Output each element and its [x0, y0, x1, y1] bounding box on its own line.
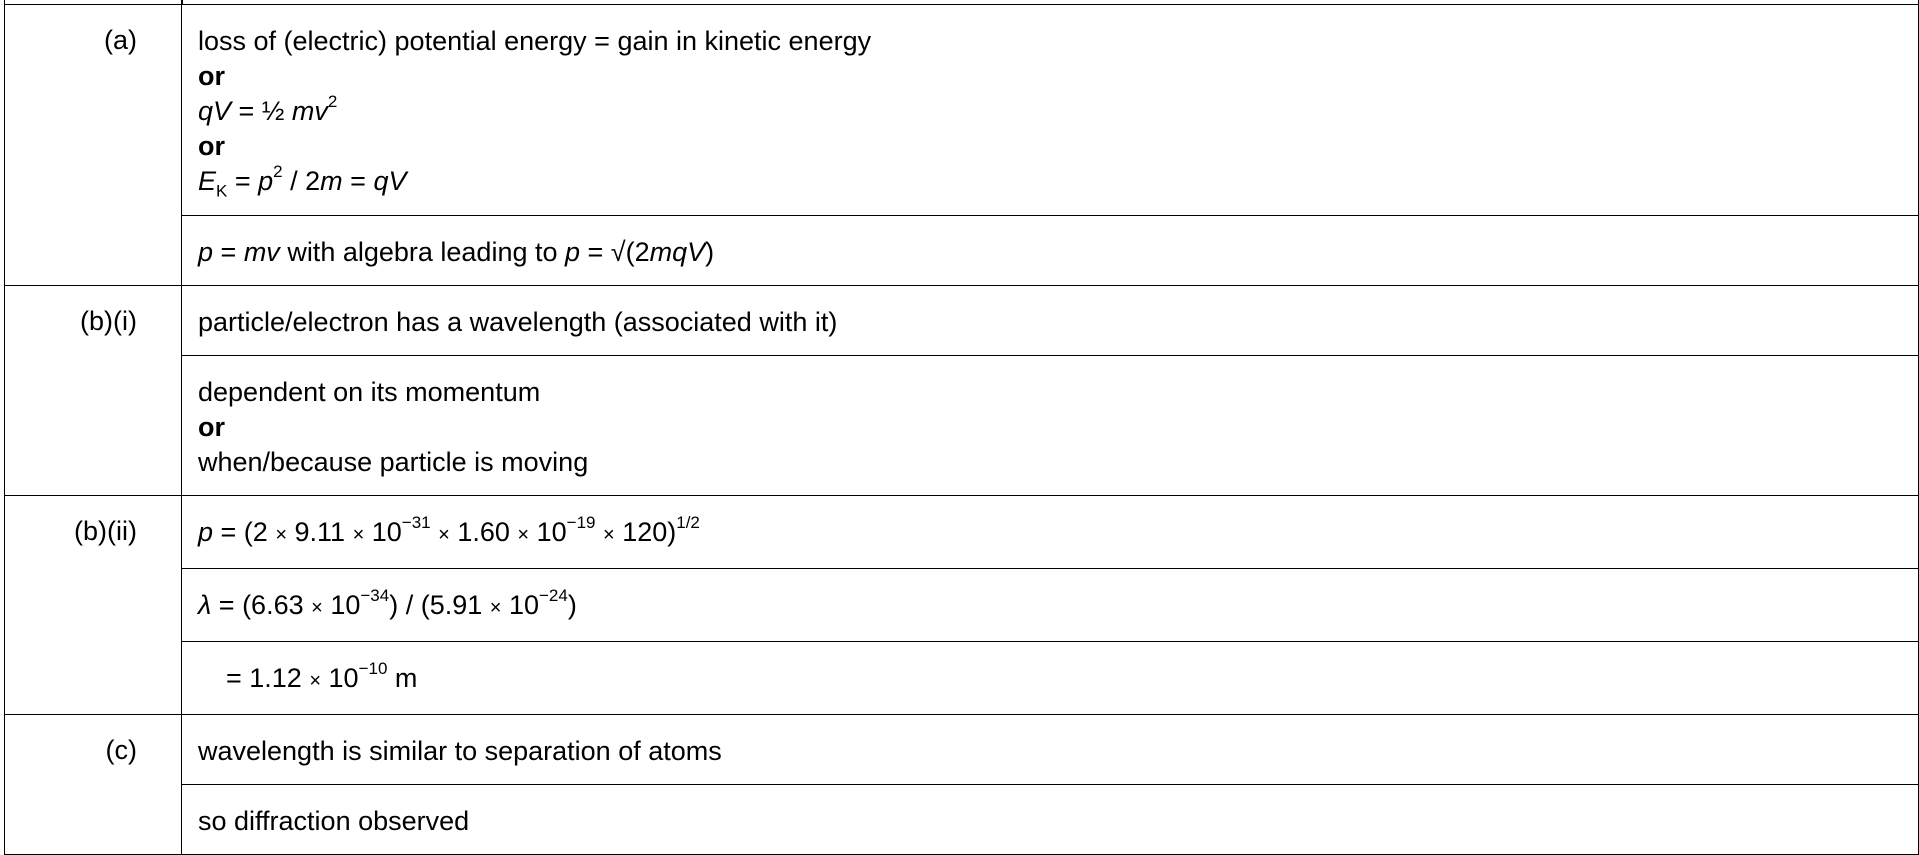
question-label-bii: (b)(ii) [5, 496, 182, 715]
answer-cell [182, 569, 1919, 642]
table-row [5, 496, 1919, 569]
question-label-a: (a) [5, 5, 182, 286]
answer-cell [182, 5, 1919, 216]
answer-cell [182, 286, 1919, 356]
answer-line: so diffraction observed [198, 806, 470, 836]
or-keyword: or [198, 131, 225, 161]
equation-line: $\lambda = (6.63 \times 10^{-34}) / (5.91 \times 10^{-24})$ [198, 586, 577, 620]
table-row [5, 286, 1919, 356]
answer-cell [182, 496, 1919, 569]
table-row [5, 5, 1919, 216]
equation-line: = $1.12 \times 10^{-10}$ m [226, 659, 418, 693]
answer-cell [182, 216, 1919, 286]
table-row [5, 715, 1919, 785]
table-row [5, 569, 1919, 642]
question-label-c: (c) [5, 715, 182, 855]
answer-cell [182, 642, 1919, 715]
answer-line: wavelength is similar to separation of atoms [198, 736, 722, 766]
answer-line: loss of (electric) potential energy = gain in kinetic energy [198, 26, 872, 56]
answer-line: when/because particle is moving [198, 447, 589, 477]
table-row [5, 356, 1919, 496]
answer-cell [182, 715, 1919, 785]
table-row [5, 216, 1919, 286]
mark-scheme-table [4, 4, 1919, 855]
answer-cell [182, 785, 1919, 855]
table-row [5, 785, 1919, 855]
or-keyword: or [198, 61, 225, 91]
answer-line: dependent on its momentum [198, 377, 541, 407]
equation-line: p = mv with algebra leading to p = √(2mqV) [198, 237, 715, 267]
table-row [5, 642, 1919, 715]
equation-line: qV = ½ $mv^2$ [198, 92, 338, 126]
or-keyword: or [198, 412, 225, 442]
question-label-bi: (b)(i) [5, 286, 182, 496]
answer-cell [182, 356, 1919, 496]
equation-line: $p = (2 \times 9.11 \times 10^{-31} \times 1.60 \times 10^{-19} \times 120)^{1/2}$ [198, 513, 700, 547]
answer-line: particle/electron has a wavelength (associated with it) [198, 307, 838, 337]
equation-line: $E_K = p^2 / 2m$ = qV [198, 162, 407, 201]
